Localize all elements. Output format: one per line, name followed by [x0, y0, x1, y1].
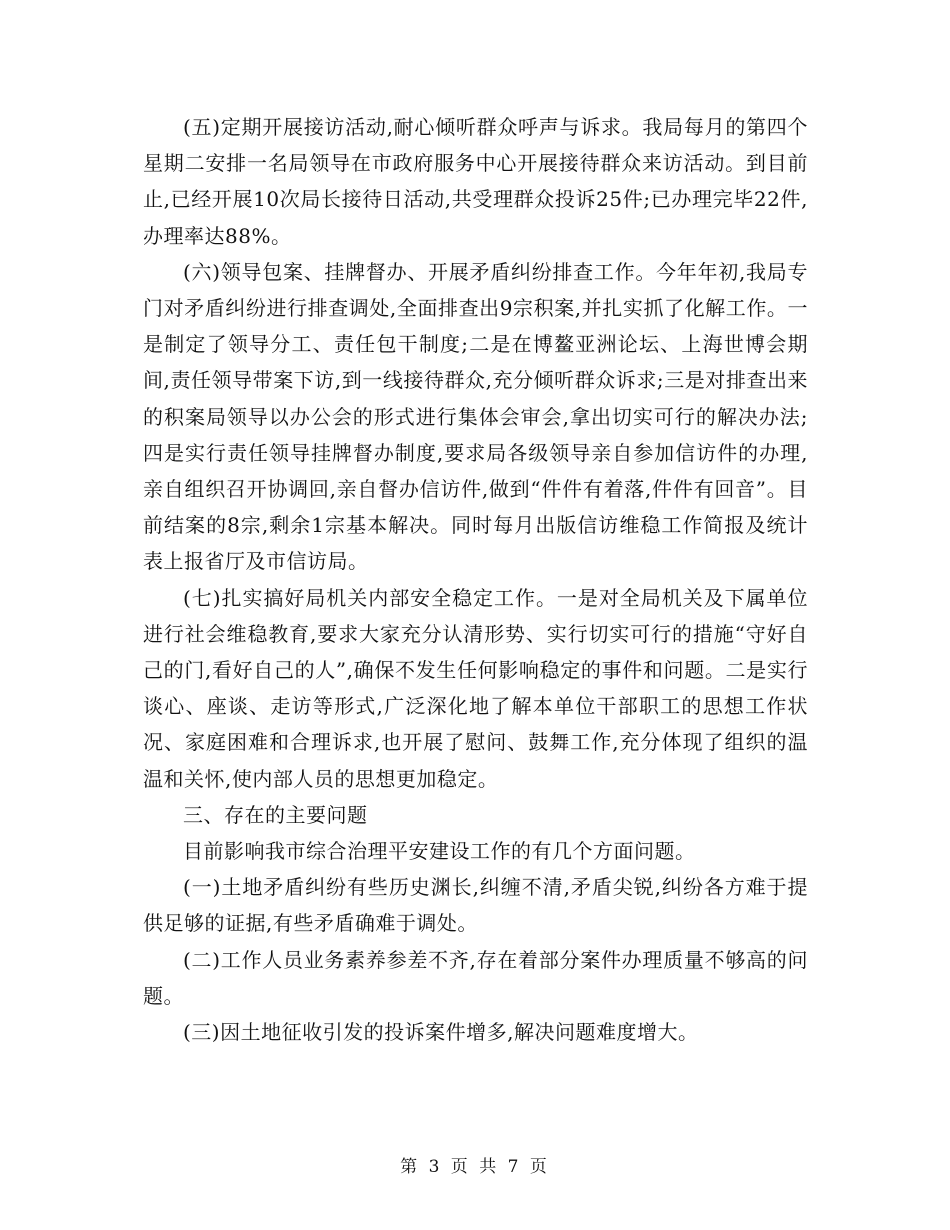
paragraph-5-reception: (五)定期开展接访活动,耐心倾听群众呼声与诉求。我局每月的第四个星期二安排一名局领导在市政府服务中心开展接待群众来访活动。到目前止,已经开展10次局长接待日活动,共受理群众投诉25件;已办理完毕22件,办理率达88%。	[143, 115, 808, 248]
paragraph-problem-1: (一)土地矛盾纠纷有些历史渊长,纠缠不清,矛盾尖锐,纠纷各方难于提供足够的证据,有些矛盾确难于调处。	[143, 875, 808, 936]
section-heading-main-problems: 三、存在的主要问题	[183, 802, 368, 827]
paragraph-6-case-handling: (六)领导包案、挂牌督办、开展矛盾纠纷排查工作。今年年初,我局专门对矛盾纠纷进行排查调处,全面排查出9宗积案,并扎实抓了化解工作。一是制定了领导分工、责任包干制度;二是在博鳌亚洲论坛、上海世博会期间,责任领导带案下访,到一线接待群众,充分倾听群众诉求;三是对排查出来的积案局领导以办公会的形式进行集体会审会,拿出切实可行的解决办法;四是实行责任领导挂牌督办制度,要求局各级领导亲自参加信访件的办理,亲自组织召开协调回,亲自督办信访件,做到“件件有着落,件件有回音”。目前结案的8宗,剩余1宗基本解决。同时每月出版信访维稳工作简报及统计表上报省厅及市信访局。	[143, 259, 808, 574]
paragraph-problems-intro: 目前影响我市综合治理平安建设工作的有几个方面问题。	[183, 839, 696, 864]
paragraph-problem-3: (三)因土地征收引发的投诉案件增多,解决问题难度增大。	[183, 1020, 699, 1045]
paragraph-7-internal-security: (七)扎实搞好局机关内部安全稳定工作。一是对全局机关及下属单位进行社会维稳教育,要求大家充分认清形势、实行切实可行的措施“守好自己的门,看好自己的人”,确保不发生任何影响稳定的事件和问题。二是实行谈心、座谈、走访等形式,广泛深化地了解本单位干部职工的思想工作状况、家庭困难和合理诉求,也开展了慰问、鼓舞工作,充分体现了组织的温温和关怀,使内部人员的思想更加稳定。	[143, 585, 808, 791]
page-number-footer: 第 3 页 共 7 页	[400, 1157, 550, 1177]
document-body	[143, 109, 808, 1050]
paragraph-problem-2: (二)工作人员业务素养参差不齐,存在着部分案件办理质量不够高的问题。	[143, 947, 808, 1008]
